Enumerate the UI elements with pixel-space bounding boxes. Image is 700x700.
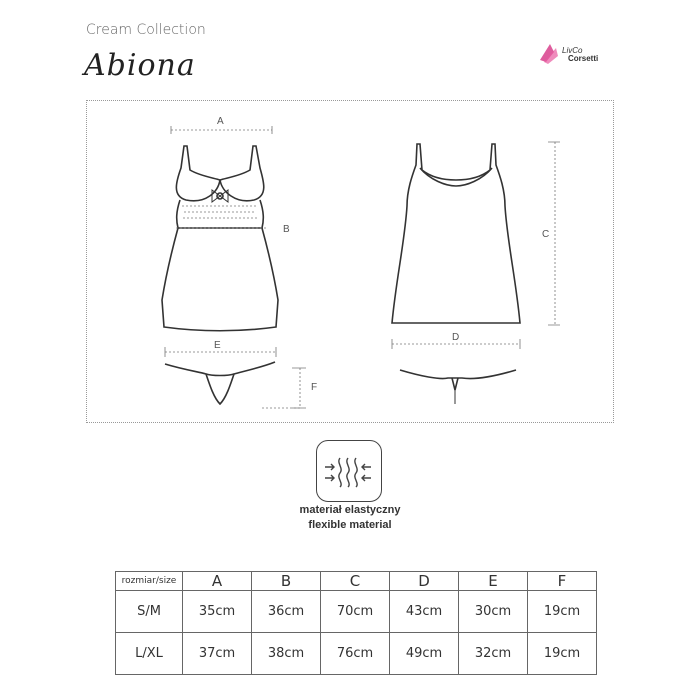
column-header-c: C <box>321 572 390 591</box>
dimension-b-label: B <box>283 224 290 235</box>
table-cell: 49cm <box>390 633 459 675</box>
dimension-f-label: F <box>311 382 318 393</box>
table-cell: 35cm <box>183 591 252 633</box>
table-cell: 37cm <box>183 633 252 675</box>
size-label: L/XL <box>116 633 183 675</box>
svg-text:LivCo: LivCo <box>562 46 583 55</box>
table-cell: 38cm <box>252 633 321 675</box>
thong-back-drawing <box>400 370 516 404</box>
dimension-e-label: E <box>214 340 221 351</box>
table-cell: 36cm <box>252 591 321 633</box>
feature-label-pl: materiał elastyczny <box>299 504 401 516</box>
dimension-a-line <box>171 126 272 134</box>
svg-text:Corsetti: Corsetti <box>568 54 599 63</box>
product-name: Abiona <box>84 48 196 83</box>
table-cell: 19cm <box>528 633 597 675</box>
table-cell: 32cm <box>459 633 528 675</box>
chemise-back-drawing <box>392 144 520 323</box>
dimension-c-label: C <box>542 229 550 240</box>
dimension-f-line <box>262 368 306 408</box>
column-header-a: A <box>183 572 252 591</box>
size-table <box>115 571 597 675</box>
chemise-front-drawing <box>162 146 278 331</box>
table-row <box>116 633 597 675</box>
dimension-a-label: A <box>217 116 224 127</box>
column-header-b: B <box>252 572 321 591</box>
table-cell: 43cm <box>390 591 459 633</box>
table-cell: 30cm <box>459 591 528 633</box>
column-header-e: E <box>459 572 528 591</box>
table-row <box>116 591 597 633</box>
collection-title: Cream Collection <box>86 22 206 38</box>
table-cell: 19cm <box>528 591 597 633</box>
dimension-c-line <box>548 142 560 325</box>
table-cell: 76cm <box>321 633 390 675</box>
column-header-d: D <box>390 572 459 591</box>
size-column-header: rozmiar/size <box>116 572 183 591</box>
column-header-f: F <box>528 572 597 591</box>
stretch-material-icon <box>316 440 382 502</box>
dimension-d-label: D <box>452 332 460 343</box>
table-cell: 70cm <box>321 591 390 633</box>
thong-front-drawing <box>165 362 275 404</box>
size-label: S/M <box>116 591 183 633</box>
feature-label-en: flexible material <box>308 519 392 531</box>
size-table-header <box>116 572 597 591</box>
